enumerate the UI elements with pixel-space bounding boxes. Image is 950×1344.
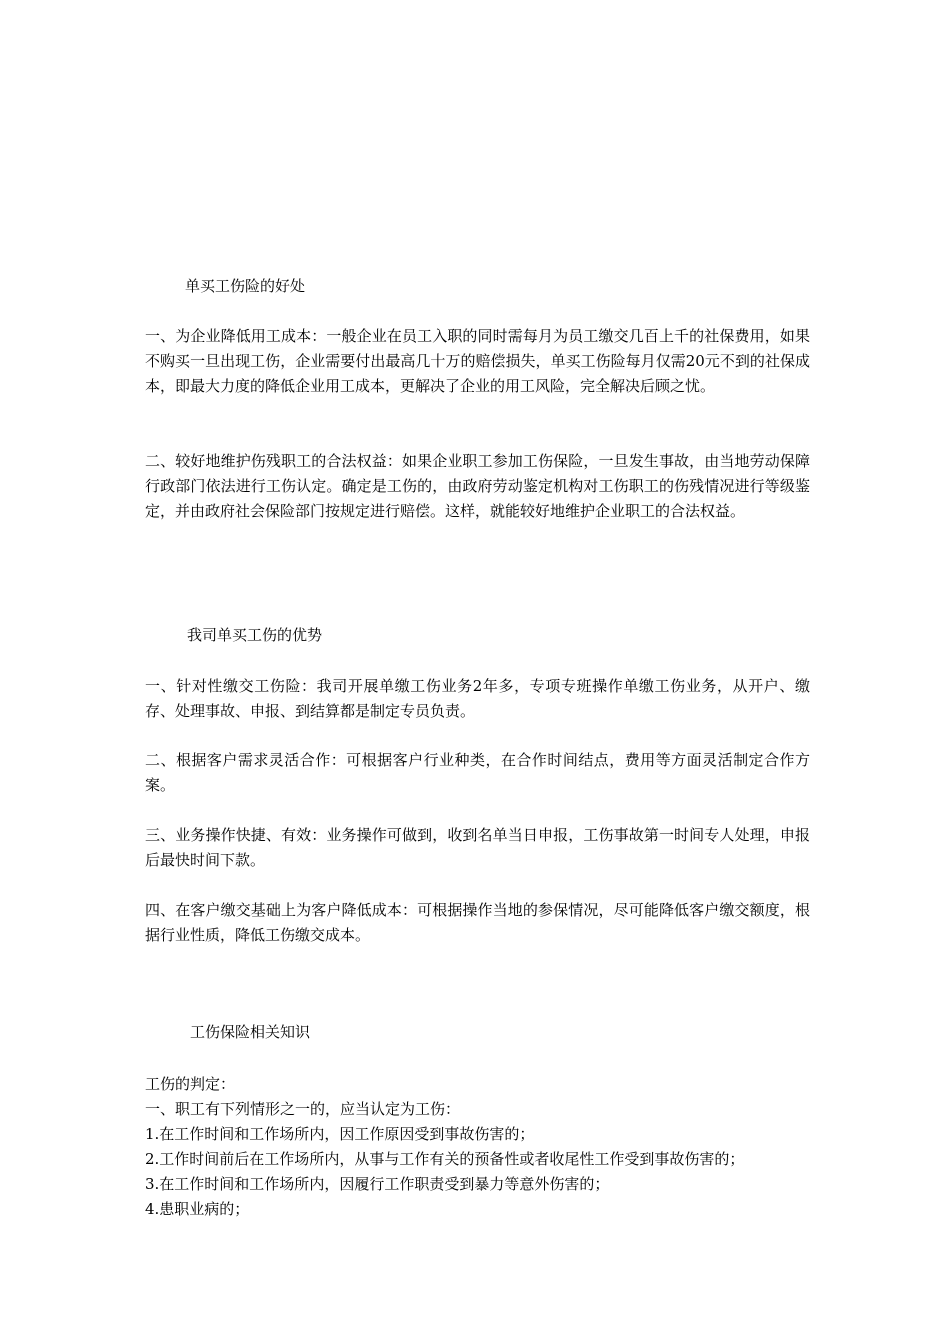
paragraph-advantage-2: 二、根据客户需求灵活合作：可根据客户行业种类，在合作时间结点，费用等方面灵活制定合作方案。: [145, 751, 810, 794]
paragraph-advantage-4: 四、在客户缴交基础上为客户降低成本：可根据操作当地的参保情况，尽可能降低客户缴交额度，根据行业性质，降低工伤缴交成本。: [145, 901, 810, 944]
paragraph-benefit-1: 一、为企业降低用工成本：一般企业在员工入职的同时需每月为员工缴交几百上千的社保费用，如果不购买一旦出现工伤，企业需要付出最高几十万的赔偿损失，单买工伤险每月仅需20元不到的社保成本，即最大力度的降低企业用工成本，更解决了企业的用工风险，完全解决后顾之忧。: [145, 327, 810, 395]
knowledge-line: 2.工作时间前后在工作场所内，从事与工作有关的预备性或者收尾性工作受到事故伤害的；: [145, 1150, 745, 1168]
section-heading-benefits: 单买工伤险的好处: [185, 277, 306, 295]
knowledge-line: 4.患职业病的；: [145, 1200, 250, 1218]
paragraph-advantage-3: 三、业务操作快捷、有效：业务操作可做到，收到名单当日申报，工伤事故第一时间专人处理，申报后最快时间下款。: [145, 826, 810, 869]
knowledge-line: 3.在工作时间和工作场所内，因履行工作职责受到暴力等意外伤害的；: [145, 1175, 610, 1193]
knowledge-line: 一、职工有下列情形之一的，应当认定为工伤：: [145, 1100, 461, 1118]
section-heading-advantages: 我司单买工伤的优势: [187, 626, 323, 644]
paragraph-advantage-1: 一、针对性缴交工伤险：我司开展单缴工伤业务2年多，专项专班操作单缴工伤业务，从开户、缴存、处理事故、申报、到结算都是制定专员负责。: [145, 677, 810, 720]
section-heading-knowledge: 工伤保险相关知识: [190, 1023, 311, 1041]
paragraph-benefit-2: 二、较好地维护伤残职工的合法权益：如果企业职工参加工伤保险，一旦发生事故，由当地劳动保障行政部门依法进行工伤认定。确定是工伤的，由政府劳动鉴定机构对工伤职工的伤残情况进行等级鉴定，并由政府社会保险部门按规定进行赔偿。这样，就能较好地维护企业职工的合法权益。: [145, 452, 810, 520]
knowledge-line: 工伤的判定：: [145, 1075, 236, 1093]
knowledge-line: 1.在工作时间和工作场所内，因工作原因受到事故伤害的；: [145, 1125, 535, 1143]
